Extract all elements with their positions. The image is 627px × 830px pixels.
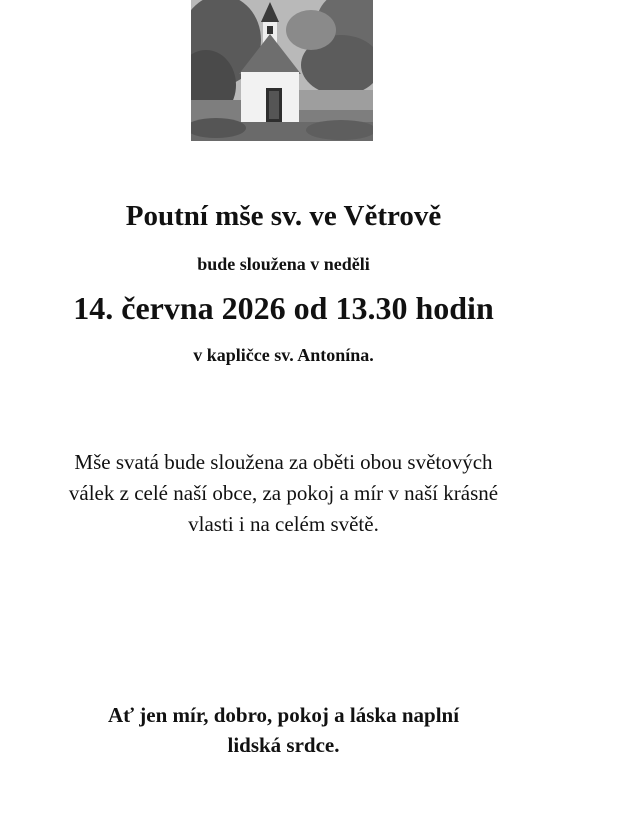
date-line: 14. června 2026 od 13.30 hodin — [73, 290, 494, 326]
paragraph-line: vlasti i na celém světě. — [188, 512, 379, 536]
closing-line: lidská srdce. — [227, 733, 340, 757]
subtitle-bottom: v kapličce sv. Antonína. — [193, 345, 374, 365]
intention-paragraph — [0, 447, 567, 540]
paragraph-line: Mše svatá bude sloužena za oběti obou světových — [74, 450, 493, 474]
chapel-photo — [191, 0, 373, 141]
closing-line: Ať jen mír, dobro, pokoj a láska naplní — [107, 703, 460, 727]
page-title: Poutní mše sv. ve Větrově — [125, 200, 442, 232]
chapel-icon — [191, 0, 373, 141]
paragraph-line: válek z celé naší obce, za pokoj a mír v naší krásné — [68, 481, 499, 505]
closing-wish — [0, 700, 567, 760]
subtitle-top: bude sloužena v neděli — [197, 254, 370, 274]
